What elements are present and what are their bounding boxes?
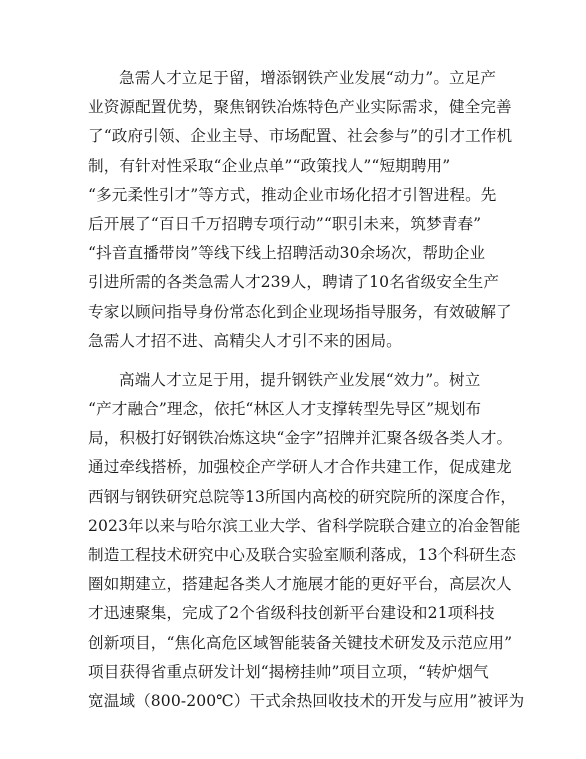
text-line: 制造工程技术研究中心及联合实验室顺利落成，13个科研生态	[88, 546, 517, 564]
paragraph-talent-retention	[88, 64, 513, 356]
text-line: 圈如期建立，搭建起各类人才施展才能的更好平台，高层次人	[88, 575, 512, 594]
text-line: “多元柔性引才”等方式，推动企业市场化招才引智进程。先	[88, 185, 497, 204]
text-line: 项目获得省重点研发计划“揭榜挂帅”项目立项，“转炉烟气	[88, 662, 489, 681]
text-line: 西钢与钢铁研究总院等13所国内高校的研究院所的深度合作，	[88, 487, 517, 506]
text-line: 局，积极打好钢铁冶炼这块“金字”招牌并汇聚各级各类人才。	[88, 429, 513, 448]
text-line: 了“政府引领、企业主导、市场配置、社会参与”的引才工作机	[88, 127, 513, 146]
text-line: 后开展了“百日千万招聘专项行动”“职引未来，筑梦青春”	[88, 214, 482, 233]
text-line: 通过牵线搭桥，加强校企产学研人才合作共建工作，促成建龙	[88, 458, 512, 477]
text-line: 急需人才招不进、高精尖人才引不来的困局。	[88, 331, 402, 350]
document-body	[88, 64, 525, 726]
paragraph-high-end-talent	[88, 366, 525, 716]
text-line: 制，有针对性采取“企业点单”“政策找人”“短期聘用”	[88, 156, 451, 175]
text-line: 才迅速聚集，完成了2个省级科技创新平台建设和21项科技	[88, 604, 495, 623]
text-line: 业资源配置优势，聚焦钢铁冶炼特色产业实际需求，健全完善	[88, 98, 512, 117]
text-line: “产才融合”理念，依托“林区人才支撑转型先导区”规划布	[88, 400, 482, 419]
text-line: 创新项目，“焦化高危区域智能装备关键技术研发及示范应用”	[88, 633, 513, 652]
text-line: 引进所需的各类急需人才239人，聘请了10名省级安全生产	[88, 273, 500, 292]
text-line: 高端人才立足于用，提升钢铁产业发展“效力”。树立	[119, 370, 481, 389]
text-line: “抖音直播带岗”等线下线上招聘活动30余场次，帮助企业	[88, 244, 486, 263]
text-line: 专家以顾问指导身份常态化到企业现场指导服务，有效破解了	[88, 302, 512, 321]
text-line: 2023年以来与哈尔滨工业大学、省科学院联合建立的冶金智能	[88, 516, 521, 535]
text-line: 急需人才立足于留，增添钢铁产业发展“动力”。立足产	[119, 69, 497, 87]
text-line: 宽温域（800-200℃）干式余热回收技术的开发与应用”被评为	[88, 691, 525, 710]
